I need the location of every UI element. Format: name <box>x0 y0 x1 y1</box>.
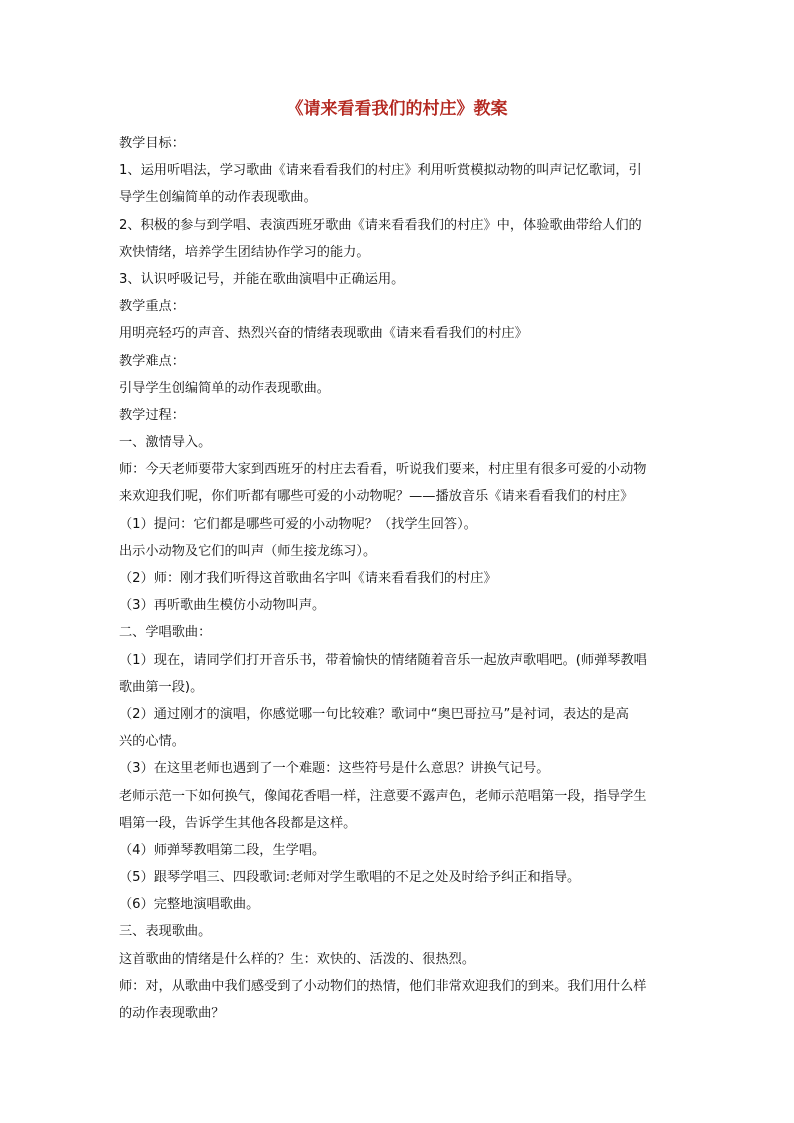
text-line: 教学重点： <box>119 299 185 315</box>
text-line: 二、学唱歌曲： <box>119 625 212 641</box>
text-line: （3）再听歌曲生模仿小动物叫声。 <box>119 598 326 614</box>
text-line: （1）提问：它们都是哪些可爱的小动物呢？（找学生回答）。 <box>119 516 477 532</box>
text-line: 兴的心情。 <box>119 734 185 750</box>
text-line: 老师示范一下如何换气，像闻花香唱一样，注意要不露声色，老师示范唱第一段，指导学生 <box>119 788 647 804</box>
document-title: 《请来看看我们的村庄》教案 <box>286 99 508 119</box>
text-line: 的动作表现歌曲？ <box>119 1006 225 1021</box>
text-line: （2）师：刚才我们听得这首歌曲名字叫《请来看看我们的村庄》 <box>119 571 497 586</box>
text-line: 师：对，从歌曲中我们感受到了小动物们的热情，他们非常欢迎我们的到来。我们用什么样 <box>119 978 647 994</box>
text-line: 2、积极的参与到学唱、表演西班牙歌曲《请来看看我们的村庄》中，体验歌曲带给人们的 <box>119 217 642 233</box>
text-line: 引导学生创编简单的动作表现歌曲。 <box>119 380 330 396</box>
text-line: 出示小动物及它们的叫声（师生接龙练习）。 <box>119 543 377 559</box>
text-line: （5）跟琴学唱三、四段歌词:老师对学生歌唱的不足之处及时给予纠正和指导。 <box>119 870 581 886</box>
text-line: 1、运用听唱法，学习歌曲《请来看看我们的村庄》利用听赏模拟动物的叫声记忆歌词，引 <box>119 163 642 179</box>
text-line: （3）在这里老师也遇到了一个难题：这些符号是什么意思？讲换气记号。 <box>119 761 550 777</box>
text-line: （4）师弹琴教唱第二段，生学唱。 <box>119 842 326 858</box>
text-line: 这首歌曲的情绪是什么样的？生：欢快的、活泼的、很热烈。 <box>119 951 476 967</box>
document-body <box>119 130 679 1027</box>
text-line: 唱第一段，告诉学生其他各段都是这样。 <box>119 815 357 831</box>
text-line: 师：今天老师要带大家到西班牙的村庄去看看，听说我们要来，村庄里有很多可爱的小动物 <box>119 462 647 478</box>
text-line: 教学过程： <box>119 407 185 423</box>
text-line: 歌曲第一段)。 <box>119 679 204 695</box>
text-line: 3、认识呼吸记号，并能在歌曲演唱中正确运用。 <box>119 271 405 287</box>
text-line: 用明亮轻巧的声音、热烈兴奋的情绪表现歌曲《请来看看我们的村庄》 <box>119 326 528 342</box>
text-line: 教学目标： <box>119 136 185 151</box>
text-line: 导学生创编简单的动作表现歌曲。 <box>119 190 317 206</box>
text-line: 一、激情导入。 <box>119 435 212 451</box>
text-line: 欢快情绪，培养学生团结协作学习的能力。 <box>119 244 370 260</box>
text-line: 教学难点： <box>119 353 185 369</box>
text-line: 三、表现歌曲。 <box>119 924 212 940</box>
text-line: 来欢迎我们呢，你们听都有哪些可爱的小动物呢？——播放音乐《请来看看我们的村庄》 <box>119 489 634 505</box>
text-line: （6）完整地演唱歌曲。 <box>119 897 260 913</box>
text-line: （2）通过刚才的演唱，你感觉哪一句比较难？歌词中“奥巴哥拉马”是衬词，表达的是高 <box>119 706 629 722</box>
text-line: （1）现在，请同学们打开音乐书，带着愉快的情绪随着音乐一起放声歌唱吧。(师弹琴教唱 <box>119 652 647 668</box>
